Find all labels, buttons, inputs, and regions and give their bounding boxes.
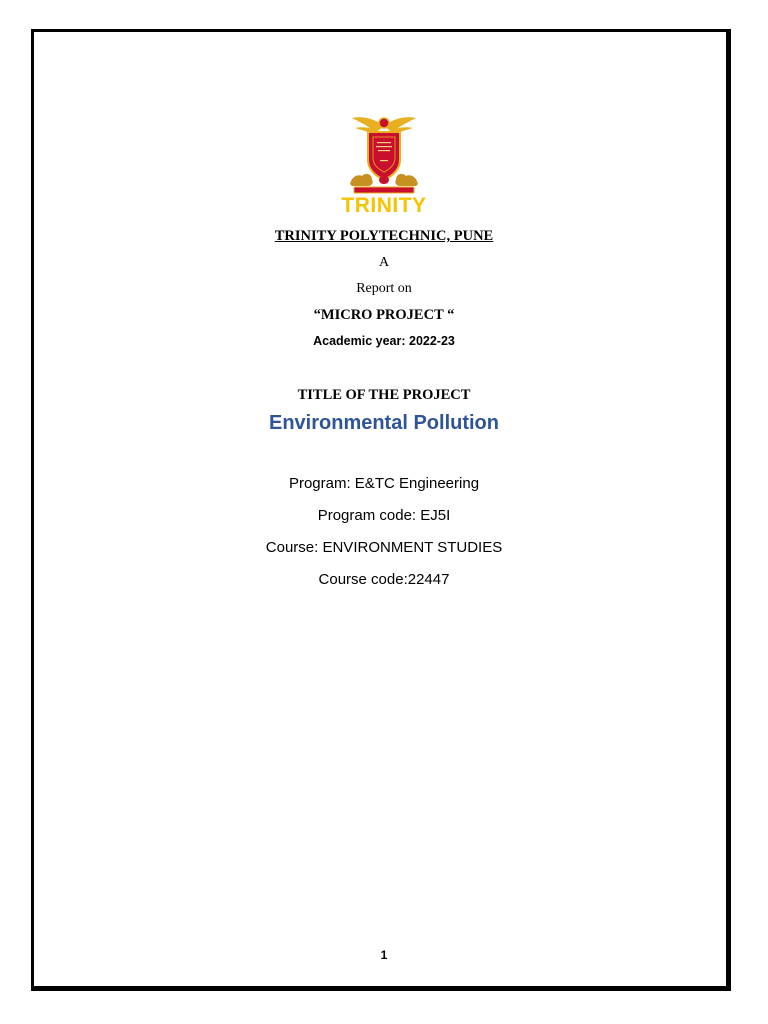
brand-name: TRINITY — [341, 194, 427, 217]
trinity-crest-logo — [344, 112, 424, 196]
article-a: A — [378, 255, 390, 270]
micro-project-heading: “MICRO PROJECT “ — [313, 307, 455, 323]
page-number: 1 — [380, 948, 388, 962]
project-title-heading: TITLE OF THE PROJECT — [297, 387, 471, 403]
course-code-line: Course code:22447 — [318, 571, 450, 588]
report-on-text: Report on — [356, 281, 412, 296]
program-code-line: Program code: EJ5I — [317, 507, 451, 524]
academic-year: Academic year: 2022-23 — [313, 334, 455, 348]
program-line: Program: E&TC Engineering — [288, 475, 480, 492]
project-title: Environmental Pollution — [268, 412, 499, 434]
course-line: Course: ENVIRONMENT STUDIES — [265, 539, 503, 556]
institute-name: TRINITY POLYTECHNIC, PUNE — [274, 228, 494, 244]
